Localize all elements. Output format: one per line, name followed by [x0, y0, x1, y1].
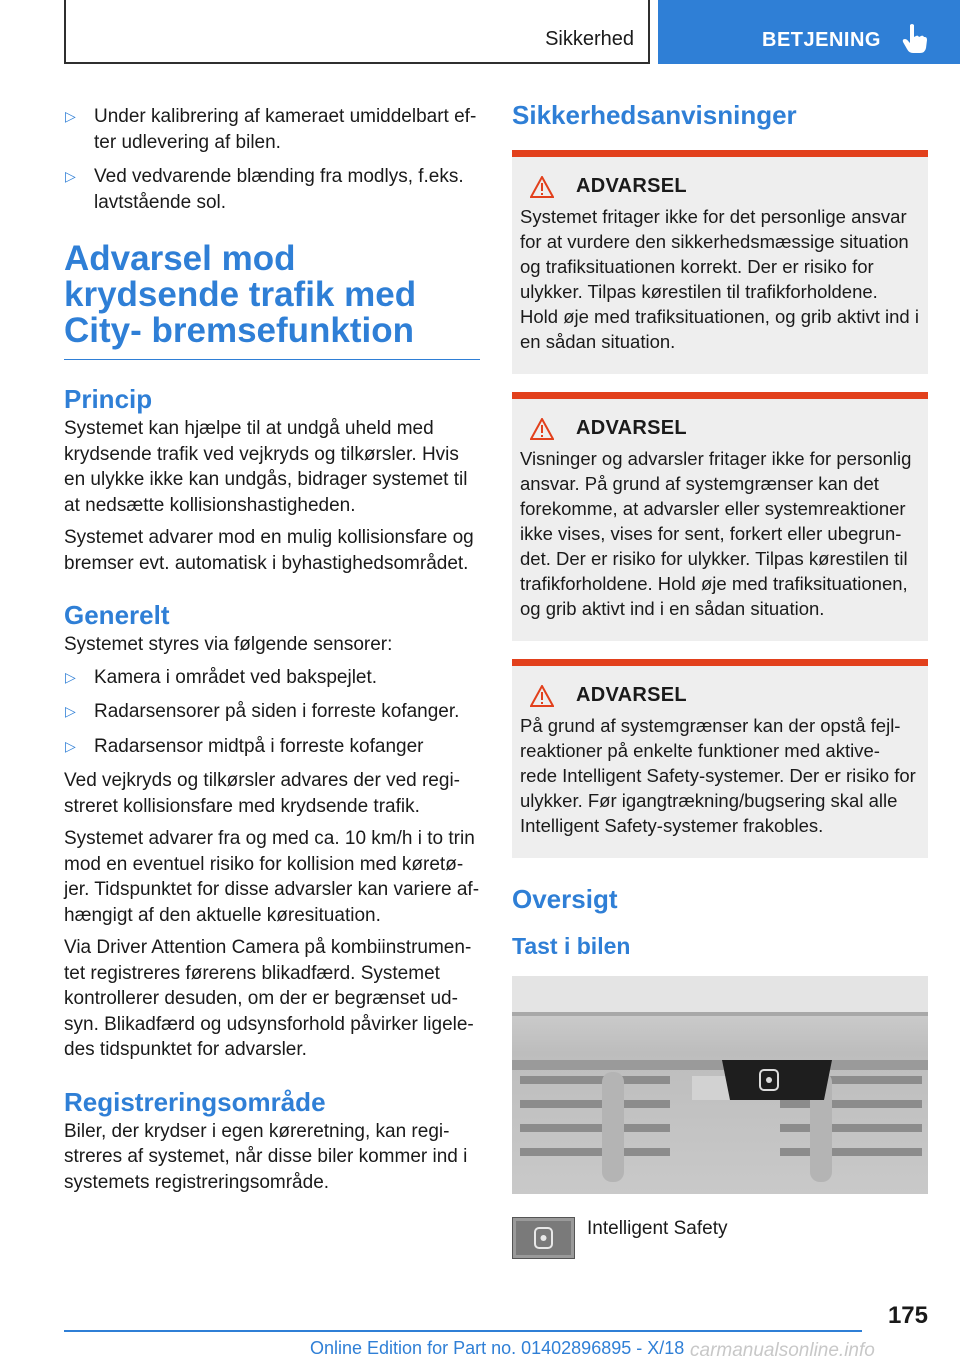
button-legend: [512, 1217, 928, 1259]
registration-heading: Registreringsområde: [64, 1086, 326, 1117]
list-item: ▷ Ved vedvarende blænding fra modlys, f.eks. lavtstående sol.: [65, 166, 464, 213]
warning-label: ADVARSEL: [576, 417, 687, 439]
warning-text: På grund af systemgrænser kan der opstå fejl- reaktioner på enkelte funktioner med aktive- rede Intelligent Safety-systemer. Der er risiko for ulykker. Før igangtrækning/bugsering skal alle Intelligent Safety-systemer frakobles.: [520, 715, 916, 836]
button-label: Intelligent Safety: [587, 1218, 728, 1239]
list-item: ▷ Kamera i området ved bakspejlet.: [64, 665, 480, 691]
page-number: 175: [887, 1302, 928, 1329]
section-title: Sikkerhed: [545, 28, 634, 50]
dashboard-photo: [512, 976, 928, 1194]
list-item: ▷ Under kalibrering af kameraet umiddelbart ef- ter udlevering af bilen.: [65, 106, 477, 153]
paragraph: Ved vejkryds og tilkørsler advares der ved regi- streret kollisionsfare med krydsende trafik.: [64, 770, 460, 817]
warning-triangle-icon: [530, 685, 554, 707]
header-chapter-tab: [658, 0, 960, 64]
warning-box: [512, 150, 928, 374]
principle-heading: Princip: [64, 384, 153, 414]
triangle-bullet-icon: ▷: [65, 703, 76, 719]
warning-label: ADVARSEL: [576, 684, 687, 706]
triangle-bullet-icon: ▷: [65, 668, 76, 685]
footer-divider: [64, 1330, 862, 1332]
chapter-title: BETJENING: [762, 29, 881, 51]
paragraph: Systemet styres via følgende sensorer:: [64, 634, 393, 655]
triangle-bullet-icon: ▷: [65, 168, 76, 184]
intelligent-safety-button-icon: [512, 1217, 575, 1259]
warning-text: Visninger og advarsler fritager ikke for personlig ansvar. På grund af systemgrænser kan det forekomme, at advarsler eller systemreaktioner ikke vises, vises for sent, forkert eller ubegrun- det. Der er risiko for ulykker. Tilpas kørestilen til trafikforholdene. Hold øje med trafiksituationen, og grib aktivt ind i en sådan situation.: [520, 448, 912, 619]
right-column: [512, 100, 928, 1259]
warning-box: [512, 659, 928, 858]
watermark: carmanualsonline.info: [690, 1340, 875, 1361]
paragraph: Systemet kan hjælpe til at undgå uheld med krydsende trafik ved vejkryds og tilkørsler. Hvis en ulykke ikke kan undgås, bidrager systemet til at nedsætte kollisionshastigheden.: [64, 418, 468, 516]
paragraph: Systemet advarer fra og med ca. 10 km/h i to trin mod en eventuel risiko for kollision med køretø- jer. Tidspunktet for disse advarsler kan variere af- hængigt af den aktuelle køresituation.: [64, 828, 480, 926]
paragraph: Via Driver Attention Camera på kombiinstrumen- tet registreres førerens blikadfærd. Systemet kontrollerer desuden, om der er begrænset ud- syn. Blikadfærd og udsynsforhold påvirker ligele- des tidspunktet for advarsler.: [64, 937, 474, 1060]
left-column: [64, 104, 480, 1202]
safety-heading: Sikkerhedsanvisninger: [512, 100, 797, 130]
list-item: ▷ Radarsensor midtpå i forreste kofanger: [64, 734, 480, 760]
list-item: ▷ Radarsensorer på siden i forreste kofanger.: [64, 699, 480, 725]
overview-heading: Oversigt: [512, 884, 618, 914]
hand-pointer-icon: [898, 22, 932, 56]
page-title: Advarsel mod krydsende trafik med City- bremsefunktion: [64, 241, 480, 360]
warning-triangle-icon: [530, 418, 554, 440]
warning-label: ADVARSEL: [576, 175, 687, 197]
edition-text: Online Edition for Part no. 01402896895 - X/18: [310, 1338, 685, 1358]
general-heading: Generelt: [64, 600, 170, 630]
button-heading: Tast i bilen: [512, 933, 631, 959]
triangle-bullet-icon: ▷: [65, 108, 76, 124]
paragraph: Biler, der krydser i egen køreretning, kan regi- streres af systemet, når disse biler kommer ind i systemets registreringsområde.: [64, 1120, 468, 1193]
triangle-bullet-icon: ▷: [65, 737, 76, 754]
warning-triangle-icon: [530, 176, 554, 198]
warning-box: [512, 392, 928, 641]
paragraph: Systemet advarer mod en mulig kollisionsfare og bremser evt. automatisk i byhastighedsområdet.: [64, 527, 474, 574]
warning-text: Systemet fritager ikke for det personlige ansvar for at vurdere den sikkerhedsmæssige situation og trafiksituationen korrekt. Der er risiko for ulykker. Tilpas kørestilen til trafikforholdene. Hold øje med trafiksituationen, og grib aktivt ind i en sådan situation.: [520, 206, 919, 352]
header-section-tab: [64, 0, 650, 64]
